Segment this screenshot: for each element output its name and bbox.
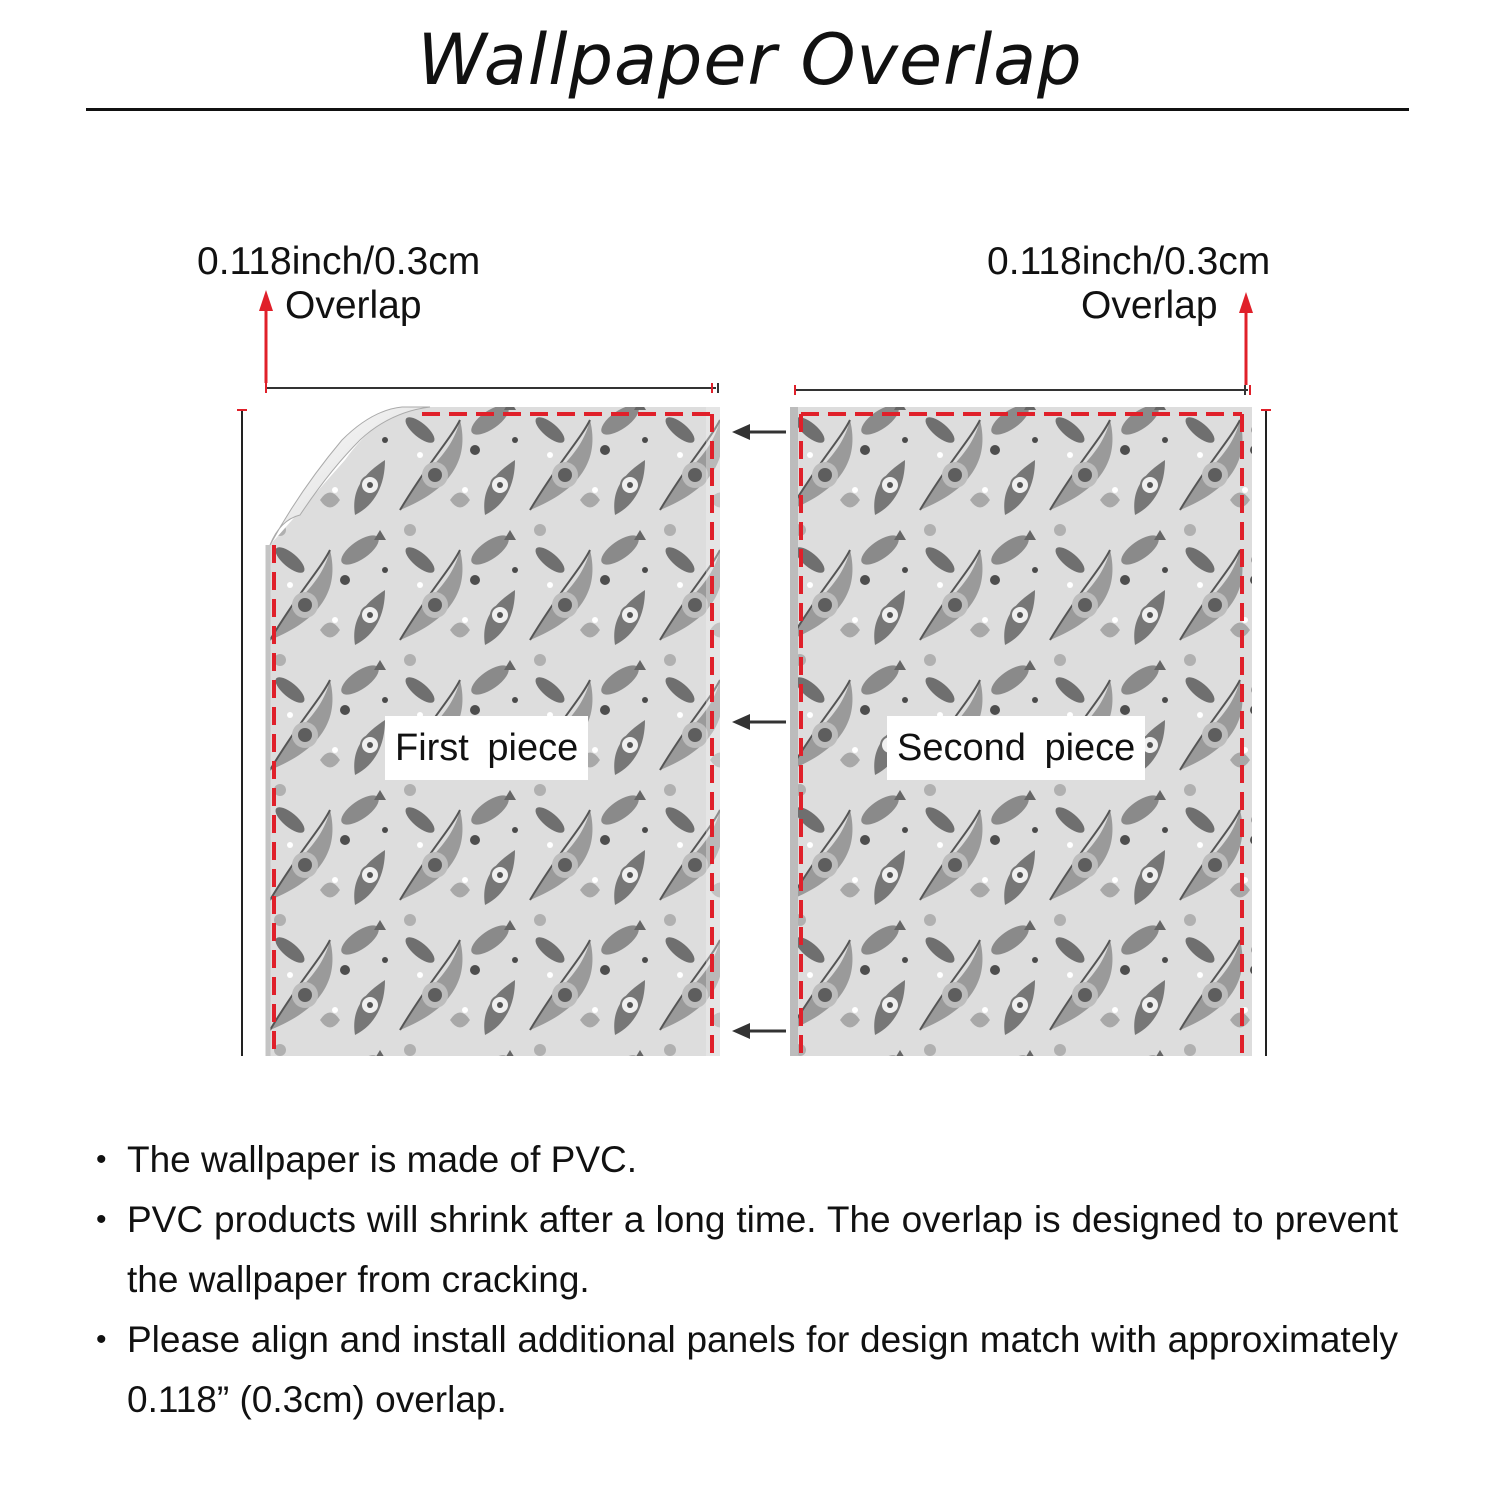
note-item: • PVC products will shrink after a long time. The overlap is designed to prevent the wallpaper from cracking. <box>96 1190 1398 1310</box>
left-arrow-icon <box>732 1023 786 1039</box>
first-piece-label: First piece <box>385 716 588 780</box>
notes-list <box>96 1130 1398 1430</box>
left-arrow-icon <box>732 424 786 440</box>
overlap-caption-left: Overlap <box>285 284 422 327</box>
overlap-caption-right: Overlap <box>1081 284 1218 327</box>
left-arrow-icon <box>732 714 786 730</box>
note-item: • Please align and install additional panels for design match with approximately 0.118” (0.3cm) overlap. <box>96 1310 1398 1430</box>
note-item: • The wallpaper is made of PVC. <box>96 1130 1398 1190</box>
second-piece-left-edge <box>790 407 798 1056</box>
page-title: Wallpaper Overlap <box>417 19 1083 101</box>
red-up-arrow-icon <box>259 290 273 383</box>
overlap-measurement-right: 0.118inch/0.3cm <box>987 240 1271 283</box>
second-piece-label: Second piece <box>887 716 1145 780</box>
red-up-arrow-icon <box>1239 292 1253 385</box>
width-dimensions <box>266 383 1250 395</box>
overlap-measurement-left: 0.118inch/0.3cm <box>197 240 481 283</box>
